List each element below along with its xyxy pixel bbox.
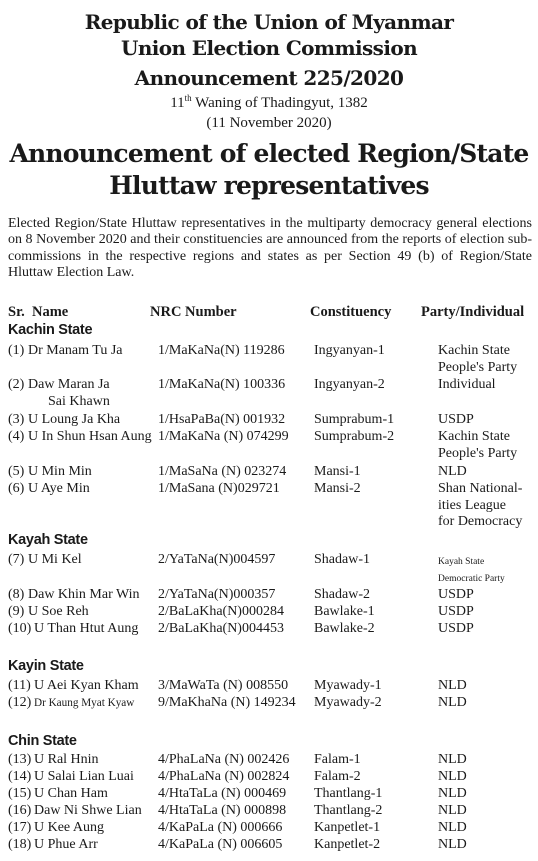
row-constituency: Bawlake-2 <box>314 621 375 636</box>
row-nrc: 2/YaTaNa(N)000357 <box>158 587 276 602</box>
row-party: Individual <box>438 377 496 392</box>
row-serial: (15) <box>8 786 32 801</box>
row-serial: (18) <box>8 837 32 852</box>
row-party: for Democracy <box>438 514 523 529</box>
row-name: Dr Kaung Myat Kyaw <box>34 697 135 709</box>
col-header-sr: Sr. <box>8 304 25 320</box>
row-name: Dr Manam Tu Ja <box>28 343 123 358</box>
row-party: NLD <box>438 752 467 767</box>
row-name: Sai Khawn <box>48 393 110 409</box>
row-constituency: Shadaw-1 <box>314 552 370 567</box>
row-name: U Min Min <box>28 464 92 479</box>
col-header-party: Party/Individual <box>421 304 525 320</box>
row-party: NLD <box>438 820 467 835</box>
row-nrc: 2/BaLaKha(N)004453 <box>158 621 284 636</box>
row-constituency: Thantlang-2 <box>314 803 383 818</box>
row-serial: (16) <box>8 803 32 818</box>
state-heading: Kachin State <box>8 322 93 338</box>
row-serial: (3) <box>8 412 25 427</box>
row-name: U Soe Reh <box>28 604 89 619</box>
row-party: NLD <box>438 769 467 784</box>
row-constituency: Kanpetlet-2 <box>314 837 381 852</box>
row-serial: (7) <box>8 552 25 567</box>
row-name: U Aei Kyan Kham <box>34 678 139 693</box>
row-serial: (5) <box>8 464 25 479</box>
row-name: U Than Htut Aung <box>34 621 139 636</box>
row-nrc: 1/MaSana (N)029721 <box>158 481 280 496</box>
row-party: USDP <box>438 621 474 636</box>
date-gregorian: (11 November 2020) <box>206 115 332 131</box>
header-commission: Union Election Commission <box>120 36 418 60</box>
row-party: People's Party <box>438 445 518 461</box>
row-name: U In Shun Hsan Aung <box>28 429 152 444</box>
page-title <box>0 138 538 202</box>
row-party: NLD <box>438 464 467 479</box>
col-header-name: Name <box>32 304 69 320</box>
state-heading: Chin State <box>8 733 77 749</box>
row-serial: (14) <box>8 769 32 784</box>
row-nrc: 2/BaLaKha(N)000284 <box>158 604 284 619</box>
row-party: ities League <box>438 497 507 513</box>
row-serial: (4) <box>8 429 25 444</box>
row-constituency: Myawady-1 <box>314 678 382 693</box>
row-name: U Phue Arr <box>34 837 98 852</box>
row-serial: (6) <box>8 481 25 496</box>
row-party: Democratic Party <box>438 574 505 584</box>
row-party: NLD <box>438 695 467 710</box>
row-party: NLD <box>438 678 467 693</box>
col-header-constituency: Constituency <box>310 304 392 320</box>
row-party: NLD <box>438 803 467 818</box>
row-party: People's Party <box>438 359 518 375</box>
row-nrc: 3/MaWaTa (N) 008550 <box>158 678 289 693</box>
row-nrc: 1/MaKaNa (N) 074299 <box>158 429 289 444</box>
row-nrc: 4/PhaLaNa (N) 002426 <box>158 752 290 767</box>
row-name: U Ral Hnin <box>34 752 99 767</box>
row-party: Shan National- <box>438 481 523 496</box>
row-party: Kachin State <box>438 343 510 358</box>
row-name: Daw Khin Mar Win <box>28 587 140 602</box>
row-party: USDP <box>438 604 474 619</box>
row-name: U Loung Ja Kha <box>28 412 121 427</box>
state-heading: Kayah State <box>8 532 88 548</box>
row-serial: (12) <box>8 695 32 710</box>
row-nrc: 4/HtaTaLa (N) 000898 <box>158 803 287 818</box>
page-title-line1: Announcement of elected Region/State <box>9 139 529 168</box>
row-nrc: 4/PhaLaNa (N) 002824 <box>158 769 290 784</box>
row-constituency: Falam-2 <box>314 769 361 784</box>
header-republic: Republic of the Union of Myanmar <box>84 10 454 34</box>
row-party: USDP <box>438 412 474 427</box>
intro-paragraph: Elected Region/State Hluttaw representatives in the multiparty democracy general elections on 8 November 2020 and their constituencies are announced from the reports of election sub-commissions in the respective regions and states as per Section 49 (b) of Region/State Hluttaw Election Law. <box>8 216 532 281</box>
row-serial: (10) <box>8 621 32 636</box>
row-nrc: 4/KaPaLa (N) 000666 <box>158 820 283 835</box>
row-constituency: Kanpetlet-1 <box>314 820 381 835</box>
row-nrc: 4/HtaTaLa (N) 000469 <box>158 786 287 801</box>
row-name: Daw Maran Ja <box>28 377 110 392</box>
row-party: NLD <box>438 837 467 852</box>
col-header-nrc: NRC Number <box>150 304 237 320</box>
row-constituency: Thantlang-1 <box>314 786 383 801</box>
row-serial: (9) <box>8 604 25 619</box>
row-serial: (11) <box>8 678 31 693</box>
row-nrc: 1/MaKaNa(N) 100336 <box>158 377 286 392</box>
row-name: U Chan Ham <box>34 786 108 801</box>
row-name: U Mi Kel <box>28 552 82 567</box>
row-party: Kayah State <box>438 557 485 567</box>
row-constituency: Ingyanyan-1 <box>314 343 385 358</box>
row-constituency: Sumprabum-2 <box>314 429 395 444</box>
row-party: NLD <box>438 786 467 801</box>
row-serial: (13) <box>8 752 32 767</box>
row-nrc: 1/MaSaNa (N) 023274 <box>158 464 287 479</box>
row-nrc: 1/MaKaNa(N) 119286 <box>158 343 285 358</box>
state-heading: Kayin State <box>8 658 84 674</box>
row-constituency: Bawlake-1 <box>314 604 375 619</box>
row-constituency: Shadaw-2 <box>314 587 370 602</box>
row-name: Daw Ni Shwe Lian <box>34 803 142 818</box>
row-nrc: 4/KaPaLa (N) 006605 <box>158 837 283 852</box>
row-constituency: Sumprabum-1 <box>314 412 395 427</box>
row-constituency: Ingyanyan-2 <box>314 377 385 392</box>
row-constituency: Mansi-2 <box>314 481 361 496</box>
row-nrc: 9/MaKhaNa (N) 149234 <box>158 695 296 710</box>
row-serial: (17) <box>8 820 32 835</box>
row-name: U Kee Aung <box>34 820 104 835</box>
row-serial: (1) <box>8 343 25 358</box>
announcement-number: Announcement 225/2020 <box>134 66 404 90</box>
row-serial: (2) <box>8 377 25 392</box>
row-serial: (8) <box>8 587 25 602</box>
row-constituency: Myawady-2 <box>314 695 382 710</box>
row-name: U Salai Lian Luai <box>34 769 134 784</box>
row-nrc: 1/HsaPaBa(N) 001932 <box>158 412 286 427</box>
row-constituency: Falam-1 <box>314 752 361 767</box>
row-party: Kachin State <box>438 429 510 444</box>
row-nrc: 2/YaTaNa(N)004597 <box>158 552 276 567</box>
row-name: U Aye Min <box>28 481 90 496</box>
row-constituency: Mansi-1 <box>314 464 361 479</box>
row-party: USDP <box>438 587 474 602</box>
page-title-line2: Hluttaw representatives <box>109 171 429 200</box>
date-myanmar: 11th Waning of Thadingyut, 1382 <box>170 93 368 111</box>
